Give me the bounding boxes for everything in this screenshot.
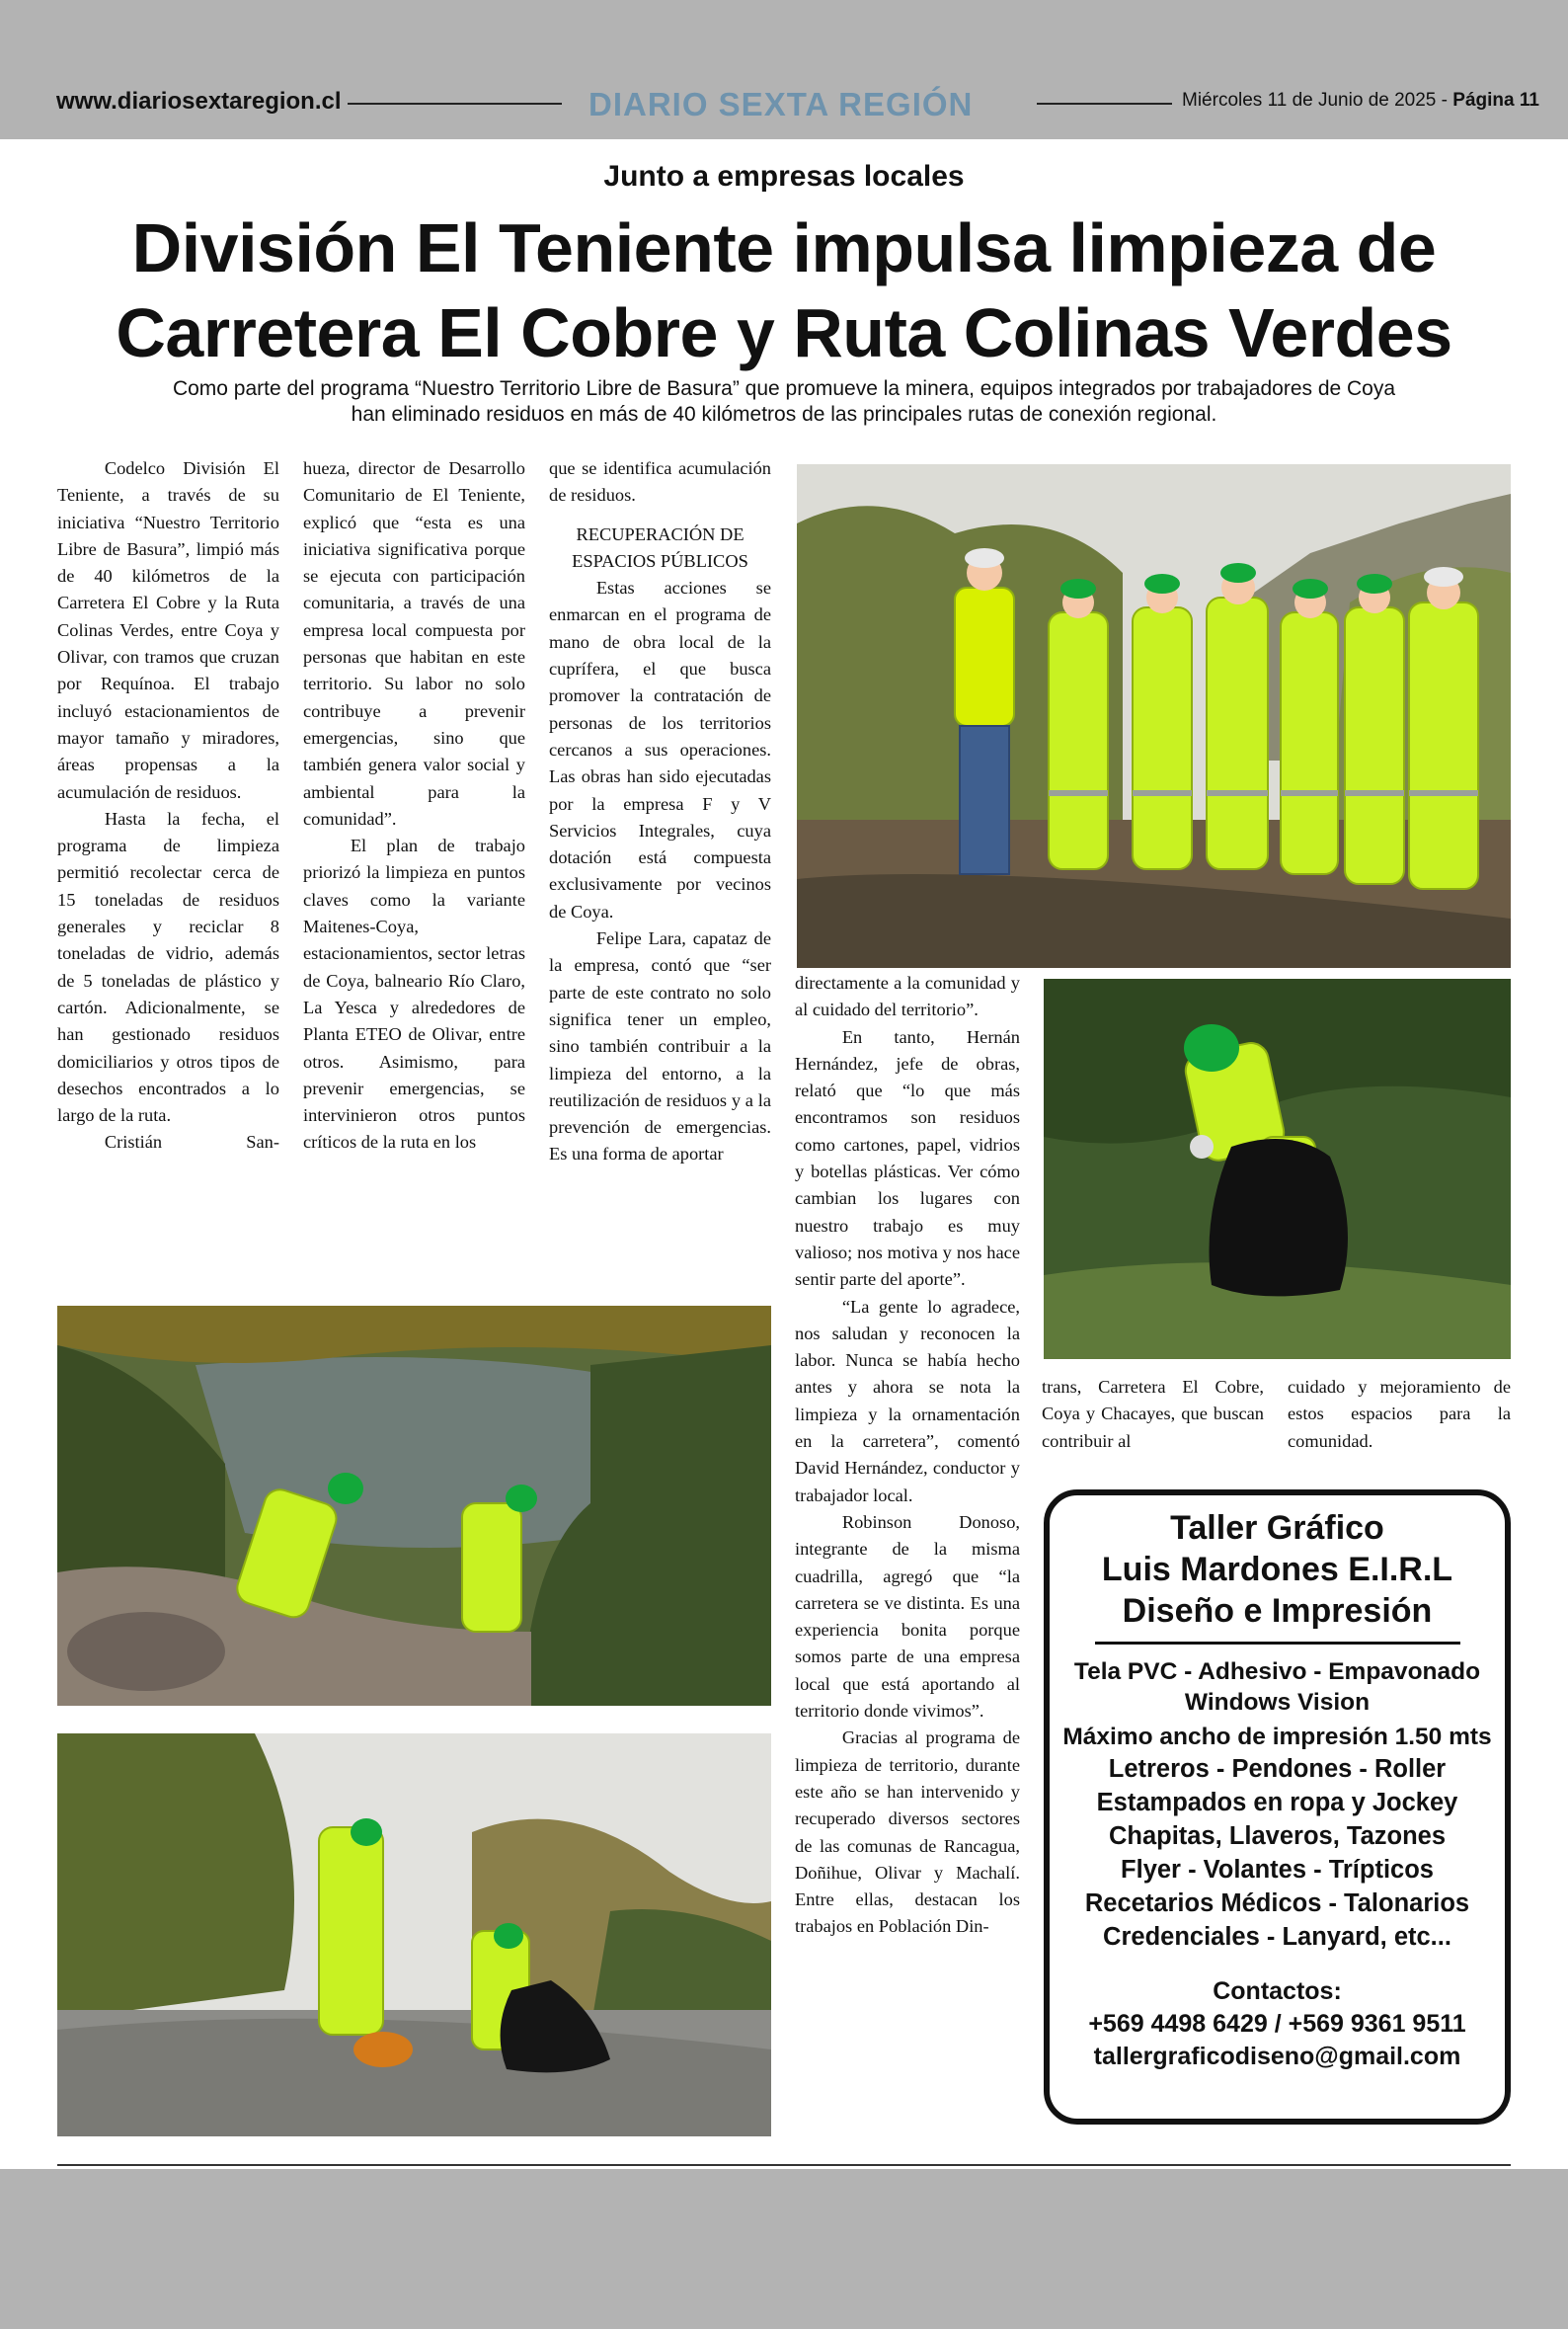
bottom-margin — [0, 2169, 1568, 2329]
ad-services-9: Credenciales - Lanyard, etc... — [1103, 1923, 1451, 1951]
headline-line-2: Carretera El Cobre y Ruta Colinas Verdes — [116, 294, 1452, 371]
paragraph: trans, Carretera El Cobre, Coya y Chacayes, que buscan contribuir al — [1042, 1377, 1264, 1451]
ad-services-5: Estampados en ropa y Jockey — [1096, 1789, 1458, 1816]
paragraph: hueza, director de Desarrollo Comunitario de El Teniente, explicó que “esta es una iniciativa significativa porque se ejecuta con participación comunitaria, a través de una empresa local compuesta por personas que habitan en este territorio. Su labor no solo contribuye a prevenir emergencias, sino que también genera valor social y ambiental para la comunidad”. — [303, 458, 525, 829]
paragraph: Gracias al programa de limpieza de territorio, durante este año se han intervenido y recuperado diversos sectores de las comunas de Rancagua, Doñihue, Olivar y Machalí. Entre ellas, destacan los trabajos en Población Din- — [795, 1727, 1020, 1937]
deck-line-1: Como parte del programa “Nuestro Territorio Libre de Basura” que promueve la minera, equipos integrados por trabajadores de Coya — [172, 377, 1396, 400]
article-column-4 — [795, 970, 1020, 1941]
footer-rule — [57, 2164, 1511, 2166]
paragraph: Cristián San- — [104, 1132, 279, 1153]
ad-services-7: Flyer - Volantes - Trípticos — [1121, 1856, 1434, 1884]
ad-services-1: Tela PVC - Adhesivo - Empavonado — [1073, 1658, 1481, 1685]
kicker: Junto a empresas locales — [603, 160, 965, 193]
photo-team-group — [797, 464, 1511, 968]
paragraph: El plan de trabajo priorizó la limpieza en puntos claves como la variante Maitenes-Coya, estacionamientos, sector letras de Coya, balneario Río Claro, La Yesca y alrededores de Planta ETEO de Olivar, entre otros. Asimismo, para prevenir emergencias, se intervinieron otros puntos críticos de la ruta en los — [303, 836, 525, 1153]
paragraph: Estas acciones se enmarcan en el programa de mano de obra local de la cuprífera, el que busca promover la contratación de personas de los territorios cercanos a sus operaciones. Las obras han sido ejecutadas por la empresa F y V Servicios Integrales, cuya dotación está compuesta exclusivamente por vecinos de Coya. — [549, 578, 771, 922]
newspaper-name: DIARIO SEXTA REGIÓN — [588, 86, 974, 122]
paragraph: que se identifica acumulación de residuos. — [549, 458, 771, 506]
header-rule-right — [1037, 103, 1172, 105]
article-column-2 — [303, 455, 525, 1157]
paragraph: Felipe Lara, capataz de la empresa, contó que “ser parte de este contrato no solo significa tener un empleo, sino también contribuir a la limpieza del entorno, a la reutilización de residuos y a la prevención de emergencias. Es una forma de aportar — [549, 928, 771, 1164]
subheading — [549, 522, 771, 576]
ad-services-6: Chapitas, Llaveros, Tazones — [1108, 1822, 1447, 1850]
issue-date — [1182, 90, 1539, 112]
photo-worker-bag — [1044, 979, 1511, 1359]
paragraph: Robinson Donoso, integrante de la misma cuadrilla, agregó que “la carretera se ve distinta. Es una experiencia bonita porque somos parte de una empresa local que está aportando al territorio donde vivimos”. — [795, 1511, 1020, 1722]
article-column-1 — [57, 455, 279, 1157]
paragraph: Codelco División El Teniente, a través de su iniciativa “Nuestro Territorio Libre de Basura”, limpió más de 40 kilómetros de la Carretera El Cobre y la Ruta Colinas Verdes, entre Coya y Olivar, con tramos que cruzan por Requínoa. El trabajo incluyó estacionamientos de mayor tamaño y miradores, áreas propensas a la acumulación de residuos. — [57, 458, 279, 802]
photo-road-cleanup — [57, 1733, 771, 2136]
ad-divider — [1095, 1642, 1460, 1645]
subheading-line-1: RECUPERACIÓN DE — [576, 523, 745, 544]
ad-services-8: Recetarios Médicos - Talonarios — [1084, 1889, 1470, 1917]
ad-contact-label: Contactos: — [1213, 1977, 1342, 2005]
deck — [138, 376, 1430, 428]
ad-title-2: Luis Mardones E.I.R.L — [1101, 1551, 1453, 1588]
photo-river-cleanup — [57, 1306, 771, 1706]
ad-title-1: Taller Gráfico — [1170, 1509, 1384, 1547]
ad-phones: +569 4498 6429 / +569 9361 9511 — [1088, 2010, 1466, 2038]
page-number: Página 11 — [1452, 90, 1539, 111]
headline — [39, 205, 1529, 375]
article-column-6 — [1288, 1374, 1511, 1455]
paragraph: “La gente lo agradece, nos saludan y reconocen la labor. Nunca se había hecho antes y ahora se nota la limpieza y la ornamentación en la carretera”, comentó David Hernández, conductor y trabajador local. — [795, 1296, 1020, 1505]
ad-title-3: Diseño e Impresión — [1122, 1592, 1433, 1630]
article-column-3 — [549, 455, 771, 1168]
headline-line-1: División El Teniente impulsa limpieza de — [131, 209, 1437, 286]
ad-services-3: Máximo ancho de impresión 1.50 mts — [1062, 1724, 1492, 1750]
paragraph: directamente a la comunidad y al cuidado del territorio”. — [795, 973, 1020, 1020]
header-rule-left — [348, 103, 562, 105]
print-shop-ad — [1044, 1489, 1511, 2125]
article-column-5 — [1042, 1374, 1264, 1455]
ad-services-2: Windows Vision — [1184, 1689, 1371, 1716]
subheading-line-2: ESPACIOS PÚBLICOS — [572, 550, 748, 571]
paragraph: En tanto, Hernán Hernández, jefe de obras, relató que “lo que más encontramos son residuos como cartones, papel, vidrios y botellas plásticas. Ver cómo cambian los lugares con nuestro trabajo es muy valioso; nos motiva y nos hace sentir parte del aporte”. — [795, 1026, 1020, 1290]
date-text: Miércoles 11 de Junio de 2025 - — [1182, 90, 1448, 111]
paragraph: cuidado y mejoramiento de estos espacios para la comunidad. — [1288, 1377, 1511, 1451]
deck-line-2: han eliminado residuos en más de 40 kilómetros de las principales rutas de conexión regional. — [351, 403, 1217, 426]
ad-email: tallergraficodiseno@gmail.com — [1093, 2043, 1461, 2070]
ad-services-4: Letreros - Pendones - Roller — [1108, 1755, 1447, 1783]
paragraph: Hasta la fecha, el programa de limpieza permitió recolectar cerca de 15 toneladas de residuos generales y reciclar 8 toneladas de vidrio, además de 5 toneladas de plástico y cartón. Adicionalmente, se han gestionado residuos domiciliarios y otros tipos de desechos encontrados a lo largo de la ruta. — [57, 808, 279, 1126]
site-url: www.diariosextaregion.cl — [56, 88, 342, 115]
